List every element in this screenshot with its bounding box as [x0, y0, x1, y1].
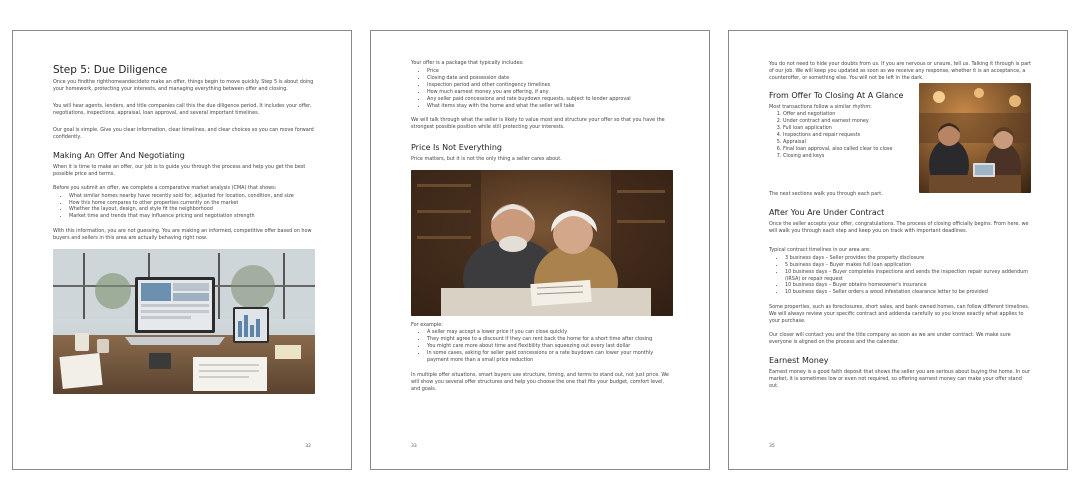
- contract-paragraph: Once the seller accepts your offer, congratulations. The process of closing officially begins. From here, we will walk you through each step and keep you on track with important deadlines.: [769, 220, 1029, 234]
- list-item: • 10 business days – Buyer obtains homeowner's insurance: [785, 282, 1031, 289]
- list-item: 1. Offer and negotiation: [783, 111, 919, 118]
- intro-paragraph: You do not need to hide your doubts from us. If you are nervous or unsure, tell us. Talking it through is part of our job. We will keep you updated as soon as we receive any response, whether it is an acceptance, a counteroffer, or something else. You will not be left in the dark.: [769, 61, 1032, 81]
- section-paragraph: When it is time to make an offer, our job is to guide you through the process and help you get the best possible price and terms.: [53, 163, 306, 177]
- list-item: • Market time and trends that may influence pricing and negotiation strength: [69, 213, 315, 220]
- list-item: 4. Inspections and repair requests: [783, 132, 919, 139]
- cma-list: [53, 193, 315, 221]
- list-item: • How this home compares to other properties currently on the market: [69, 200, 315, 207]
- list-item: • What items stay with the home and what the seller will take: [427, 103, 673, 110]
- list-item: 7. Closing and keys: [783, 153, 919, 160]
- section-heading: From Offer To Closing At A Glance: [769, 90, 904, 100]
- list-item: • How much earnest money you are offering, if any: [427, 89, 673, 96]
- offer-intro: Your offer is a package that typically includes:: [411, 60, 524, 66]
- page-32: [12, 30, 352, 470]
- page-number: 35: [769, 444, 775, 449]
- list-item: • Inspection period and other contingency timelines: [427, 82, 673, 89]
- section-heading: Earnest Money: [769, 356, 829, 366]
- list-item: • 10 business days – Seller orders a wood infestation clearance letter to be provided: [785, 289, 1031, 296]
- list-item: • In some cases, asking for seller paid concessions or a rate buydown can lower your monthly payment more than a small price reduction: [427, 350, 673, 364]
- offer-list: [411, 68, 673, 110]
- list-item: • Any seller paid concessions and rate buydown requests, subject to lender approval: [427, 96, 673, 103]
- page-35: [728, 30, 1068, 470]
- list-item: • They might agree to a discount if they can rent back the home for a short time after closing: [427, 336, 673, 343]
- cma-intro: Before you submit an offer, we complete a comparative market analysis (CMA) that shows:: [53, 184, 277, 191]
- variation-paragraph: Some properties, such as foreclosures, short sales, and bank owned homes, can follow different timelines. We will always review your specific contract and addenda carefully so you know exactly what applies to your purchase.: [769, 304, 1030, 325]
- intro-paragraph-3: Our goal is simple. Give you clear information, clear timelines, and clear choices so you can move forward confidently.: [53, 126, 314, 140]
- list-item: • 5 business days – Buyer makes full loan application: [785, 262, 1031, 269]
- section-heading: Price Is Not Everything: [411, 142, 502, 152]
- closing-paragraph: In multiple offer situations, smart buyers use structure, timing, and terms to stand out, not just price. We will show you several offer structures and help you choose the one that fits your budget, comfort level, and goals.: [411, 372, 669, 393]
- list-item: • 10 business days – Buyer completes inspections and sends the inspection repair survey addendum (IRSA) or repair request: [785, 269, 1031, 283]
- laptop-desk-photo: [53, 249, 315, 394]
- list-item: • Price: [427, 68, 673, 75]
- list-item: 6. Final loan approval, also called clear to close: [783, 146, 919, 153]
- list-item: • Whether the layout, design, and style fit the neighborhood: [69, 206, 315, 213]
- page-number: 32: [305, 444, 311, 449]
- intro-paragraph-1: Once you findthe righthomeandecideto make an offer, things begin to move quickly. Step 5 is about doing your homework, protecting your interests, and managing everything between offer and closing.: [53, 79, 314, 92]
- glance-text: [769, 89, 919, 167]
- timeline-list: [769, 255, 1031, 297]
- glance-section: [769, 89, 1031, 189]
- senior-couple-photo: [411, 170, 673, 316]
- rhythm-note: The next sections walk you through each part.: [769, 190, 883, 197]
- list-item: • You might care more about time and flexibility than squeezing out every last dollar: [427, 343, 673, 350]
- list-item: • 3 business days – Seller provides the property disclosure: [785, 255, 1031, 262]
- list-item: • Closing date and possession date: [427, 75, 673, 82]
- earnest-paragraph: Earnest money is a good faith deposit that shows the seller you are serious about buying the home. In our market, it is sometimes low or even not required, so offering earnest money can make your offer stand out.: [769, 369, 1030, 390]
- section-paragraph: Price matters, but it is not the only thing a seller cares about.: [411, 155, 562, 162]
- list-item: • What similar homes nearby have recently sold for, adjusted for location, condition, and size: [69, 193, 315, 200]
- cafe-meeting-photo: [919, 83, 1031, 193]
- list-item: 3. Full loan application: [783, 125, 919, 132]
- example-list: [411, 329, 673, 364]
- section-heading: Making An Offer And Negotiating: [53, 150, 185, 160]
- rhythm-intro: Most transactions follow a similar rhythm:: [769, 103, 872, 110]
- list-item: 2. Under contract and earnest money: [783, 118, 919, 125]
- offer-paragraph: We will talk through what the seller is likely to value most and structure your offer so that you have the strongest possible position while still protecting your interests.: [411, 116, 665, 130]
- closer-paragraph: Our closer will contact you and the title company as soon as we are under contract. We make sure everyone is aligned on the process and the calendar.: [769, 332, 1011, 346]
- rhythm-list: [769, 111, 919, 160]
- list-item: • A seller may accept a lower price if you can close quickly: [427, 329, 673, 336]
- closing-paragraph: With this information, you are not guessing. You are making an informed, competitive offer based on how buyers and sellers in this area are actually behaving right now.: [53, 228, 312, 242]
- intro-paragraph-2: You will hear agents, lenders, and title companies call this the due diligence period. It includes your offer, negotiations, inspections, appraisal, loan approval, and several important timelines.: [53, 102, 312, 116]
- section-heading: After You Are Under Contract: [769, 207, 885, 217]
- example-label: For example:: [411, 321, 443, 328]
- page-number: 33: [411, 444, 417, 449]
- page-33: [370, 30, 710, 470]
- timeline-intro: Typical contract timelines in our area are:: [769, 246, 871, 253]
- list-item: 5. Appraisal: [783, 139, 919, 146]
- page-title: Step 5: Due Diligence: [53, 64, 168, 76]
